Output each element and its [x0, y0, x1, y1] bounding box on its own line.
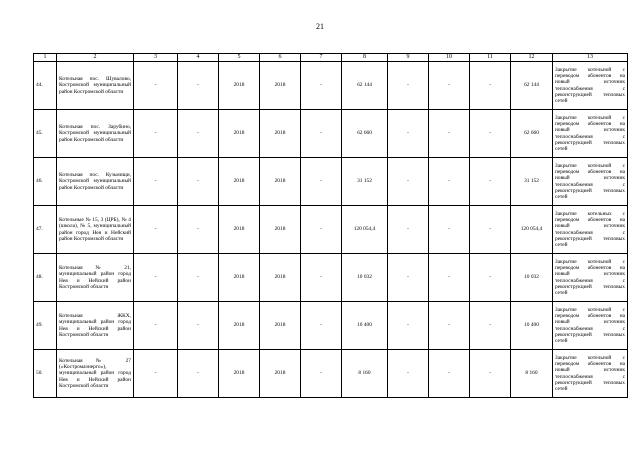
end-year: 2018: [260, 254, 301, 302]
table-row: [34, 302, 628, 350]
measure-description: Закрытие котельной с переводом абонентов на новый источник теплоснабжения с реконструкцией тепловых сетей: [553, 110, 628, 158]
column-header: 3: [134, 54, 178, 62]
table-row: [34, 206, 628, 254]
measure-description: Закрытие котельной с переводом абонентов на новый источник теплоснабжения с реконструкцией тепловых сетей: [553, 62, 628, 110]
column-header: 9: [388, 54, 429, 62]
cost-value: 8 160: [342, 350, 388, 398]
cell: -: [178, 254, 219, 302]
cell: -: [134, 350, 178, 398]
cell: -: [429, 206, 470, 254]
measure-description: Закрытие котельных с переводом абонентов на новый источник теплоснабжения с реконструкцией тепловых сетей: [553, 206, 628, 254]
start-year: 2018: [219, 302, 260, 350]
cell: -: [301, 158, 342, 206]
end-year: 2018: [260, 350, 301, 398]
object-name: Котельная пос. Зарубино, Костромской муниципальный район Костромской области: [57, 110, 134, 158]
column-header: 13: [553, 54, 628, 62]
cell: -: [134, 302, 178, 350]
cost-value: 31 152: [342, 158, 388, 206]
cell: -: [134, 110, 178, 158]
cell: -: [470, 62, 511, 110]
column-header: 4: [178, 54, 219, 62]
total-value: 10 032: [511, 254, 553, 302]
object-name: Котельная пос. Шувалово, Костромской муниципальный район Костромской области: [57, 62, 134, 110]
cell: -: [429, 302, 470, 350]
cell: -: [470, 302, 511, 350]
cell: -: [178, 62, 219, 110]
table-row: [34, 254, 628, 302]
cell: -: [388, 254, 429, 302]
column-header: 8: [342, 54, 388, 62]
start-year: 2018: [219, 110, 260, 158]
cell: -: [429, 158, 470, 206]
column-header: 11: [470, 54, 511, 62]
start-year: 2018: [219, 158, 260, 206]
column-header: 1: [34, 54, 57, 62]
end-year: 2018: [260, 206, 301, 254]
cell: -: [301, 62, 342, 110]
total-value: 120 054,4: [511, 206, 553, 254]
cell: -: [429, 350, 470, 398]
cell: -: [388, 302, 429, 350]
cell: -: [301, 350, 342, 398]
cell: -: [134, 62, 178, 110]
column-header: 2: [57, 54, 134, 62]
measure-description: Закрытие котельной с переводом абонентов на новый источник теплоснабжения с реконструкцией тепловых сетей: [553, 158, 628, 206]
object-name: Котельная пос. Кузьмищи, Костромской муниципальный район Костромской области: [57, 158, 134, 206]
column-header: 5: [219, 54, 260, 62]
row-number: 46.: [34, 158, 57, 206]
column-header: 12: [511, 54, 553, 62]
cost-value: 10 032: [342, 254, 388, 302]
cell: -: [301, 206, 342, 254]
cell: -: [178, 206, 219, 254]
table-row: [34, 350, 628, 398]
measure-description: Закрытие котельной с переводом абонентов на новый источник теплоснабжения с реконструкцией тепловых сетей: [553, 350, 628, 398]
start-year: 2018: [219, 350, 260, 398]
object-name: Котельная № 21, муниципальный район город Нея и Нейский район Костромской области: [57, 254, 134, 302]
end-year: 2018: [260, 158, 301, 206]
end-year: 2018: [260, 302, 301, 350]
total-value: 31 152: [511, 158, 553, 206]
cell: -: [178, 350, 219, 398]
cell: -: [429, 62, 470, 110]
cost-value: 62 660: [342, 110, 388, 158]
object-name: Котельные № 15, 3 (ЦРБ), № 4 (школа), № 5, муниципальный район город Нея и Нейский район Костромской области: [57, 206, 134, 254]
start-year: 2018: [219, 206, 260, 254]
column-header: 10: [429, 54, 470, 62]
cell: -: [470, 158, 511, 206]
cell: -: [388, 206, 429, 254]
total-value: 10 400: [511, 302, 553, 350]
column-header: 6: [260, 54, 301, 62]
total-value: 8 160: [511, 350, 553, 398]
cell: -: [134, 254, 178, 302]
cost-value: 10 400: [342, 302, 388, 350]
cell: -: [429, 110, 470, 158]
cost-value: 62 144: [342, 62, 388, 110]
cell: -: [470, 350, 511, 398]
cell: -: [301, 254, 342, 302]
cell: -: [301, 302, 342, 350]
cost-value: 120 054,4: [342, 206, 388, 254]
cell: -: [178, 302, 219, 350]
measure-description: Закрытие котельной с переводом абонентов на новый источник теплоснабжения с реконструкцией тепловых сетей: [553, 302, 628, 350]
cell: -: [178, 158, 219, 206]
cell: -: [388, 158, 429, 206]
cell: -: [388, 350, 429, 398]
cell: -: [470, 254, 511, 302]
table-row: [34, 110, 628, 158]
total-value: 62 660: [511, 110, 553, 158]
start-year: 2018: [219, 62, 260, 110]
cell: -: [178, 110, 219, 158]
row-number: 45.: [34, 110, 57, 158]
cell: -: [388, 62, 429, 110]
table-row: [34, 62, 628, 110]
object-name: Котельная ЖКХ, муниципальный район город Нея и Нейский район Костромской области: [57, 302, 134, 350]
cell: -: [429, 254, 470, 302]
row-number: 44.: [34, 62, 57, 110]
cell: -: [470, 206, 511, 254]
data-table: [33, 53, 628, 398]
cell: -: [470, 110, 511, 158]
object-name: Котельная № 27 («Костромаэнерго»), муниципальный район город Нея и Нейский район Костромской области: [57, 350, 134, 398]
total-value: 62 144: [511, 62, 553, 110]
cell: -: [134, 206, 178, 254]
cell: -: [388, 110, 429, 158]
row-number: 47.: [34, 206, 57, 254]
cell: -: [301, 110, 342, 158]
table-row: [34, 158, 628, 206]
row-number: 49.: [34, 302, 57, 350]
page-number: 21: [316, 22, 324, 31]
row-number: 48.: [34, 254, 57, 302]
header-row: [34, 54, 628, 62]
measure-description: Закрытие котельной с переводом абонентов на новый источник теплоснабжения с реконструкцией тепловых сетей: [553, 254, 628, 302]
cell: -: [134, 158, 178, 206]
end-year: 2018: [260, 110, 301, 158]
end-year: 2018: [260, 62, 301, 110]
column-header: 7: [301, 54, 342, 62]
row-number: 50.: [34, 350, 57, 398]
start-year: 2018: [219, 254, 260, 302]
